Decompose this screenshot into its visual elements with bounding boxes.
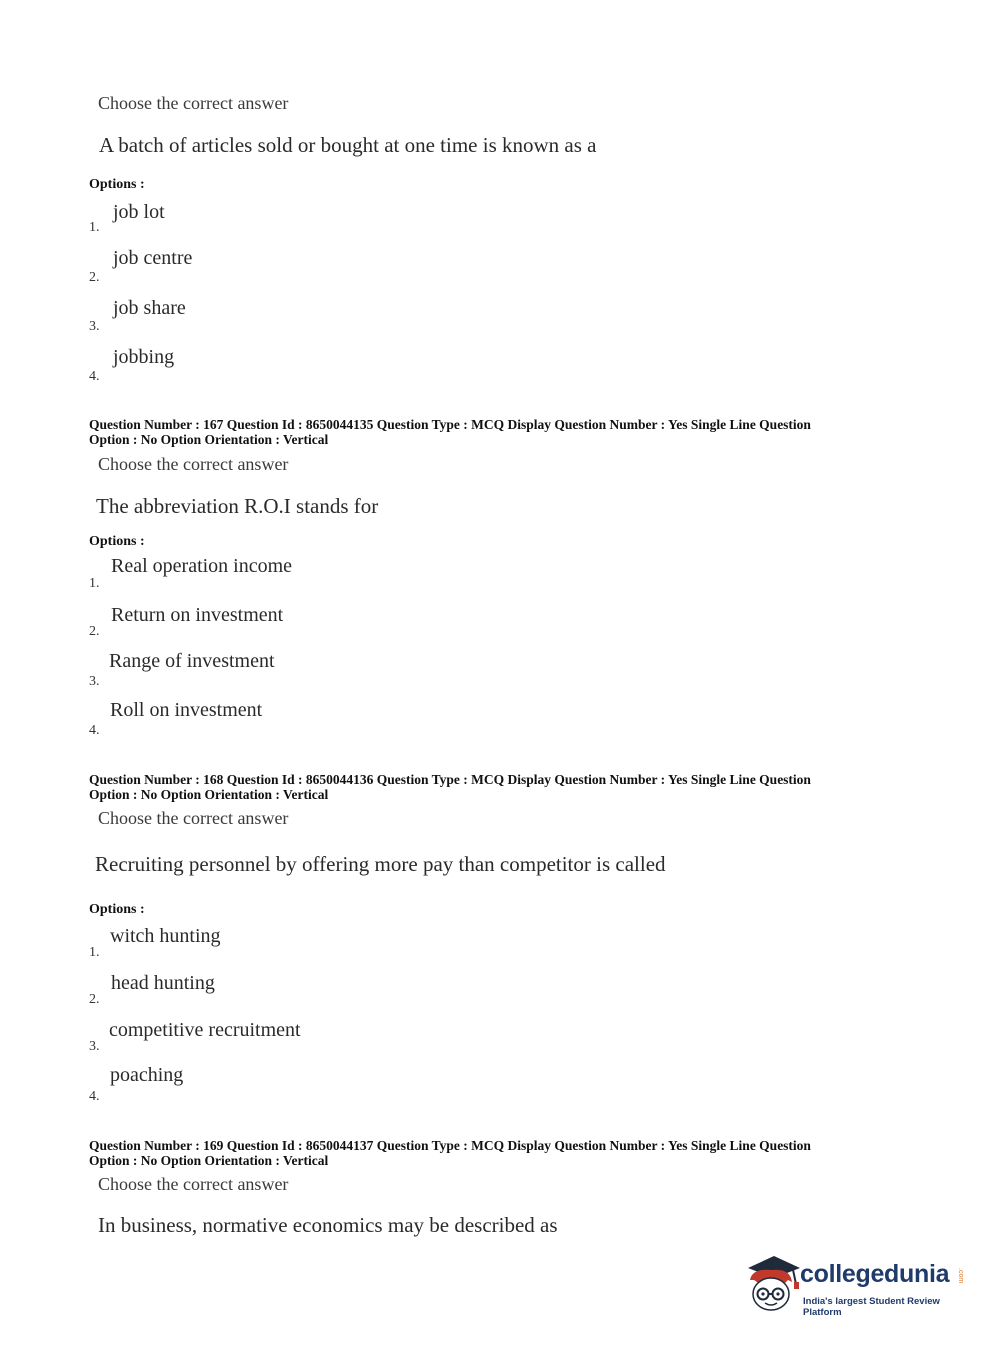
option-text: Real operation income [111,555,293,577]
options-label: Options : [89,534,145,549]
question-text: In business, normative economics may be described as [98,1213,558,1237]
question-text: A batch of articles sold or bought at one time is known as a [99,133,597,157]
option-text: poaching [110,1064,184,1086]
option-text: witch hunting [110,925,221,947]
question-meta-line2: Option : No Option Orientation : Vertical [89,787,329,802]
option-text: Roll on investment [110,699,263,721]
option-number: 4. [89,723,100,738]
question-text: The abbreviation R.O.I stands for [96,494,379,518]
question-meta-line2: Option : No Option Orientation : Vertical [89,432,329,447]
brand-tagline: India's largest Student Review Platform [803,1296,940,1318]
collegedunia-logo [742,1250,972,1320]
option-number: 4. [89,369,100,384]
instruction-text: Choose the correct answer [98,454,289,474]
option-text: jobbing [113,346,175,368]
option-number: 3. [89,674,100,689]
option-number: 1. [89,945,100,960]
option-text: competitive recruitment [109,1019,301,1041]
instruction-text: Choose the correct answer [98,808,289,828]
brand-name: collegedunia [800,1260,950,1288]
option-number: 4. [89,1089,100,1104]
options-label: Options : [89,902,145,917]
mascot-icon [742,1250,804,1320]
option-text: Return on investment [111,604,284,626]
option-text: head hunting [111,972,215,994]
brand-suffix: .com [957,1268,964,1284]
option-number: 2. [89,992,100,1007]
options-label: Options : [89,177,145,192]
question-meta-line2: Option : No Option Orientation : Vertical [89,1153,329,1168]
question-text: Recruiting personnel by offering more pay than competitor is called [95,852,666,876]
option-number: 2. [89,270,100,285]
question-meta-line1: Question Number : 168 Question Id : 8650044136 Question Type : MCQ Display Question Number : Yes Single Line Question [89,772,811,787]
option-number: 3. [89,319,100,334]
option-number: 1. [89,220,100,235]
option-number: 1. [89,576,100,591]
option-text: job lot [113,201,165,223]
instruction-text: Choose the correct answer [98,1174,289,1194]
option-text: job share [113,297,186,319]
question-meta-line1: Question Number : 167 Question Id : 8650044135 Question Type : MCQ Display Question Number : Yes Single Line Question [89,417,811,432]
instruction-text: Choose the correct answer [98,93,289,113]
question-meta-line1: Question Number : 169 Question Id : 8650044137 Question Type : MCQ Display Question Number : Yes Single Line Question [89,1138,811,1153]
option-number: 3. [89,1039,100,1054]
option-text: job centre [113,247,193,269]
option-text: Range of investment [109,650,275,672]
option-number: 2. [89,624,100,639]
